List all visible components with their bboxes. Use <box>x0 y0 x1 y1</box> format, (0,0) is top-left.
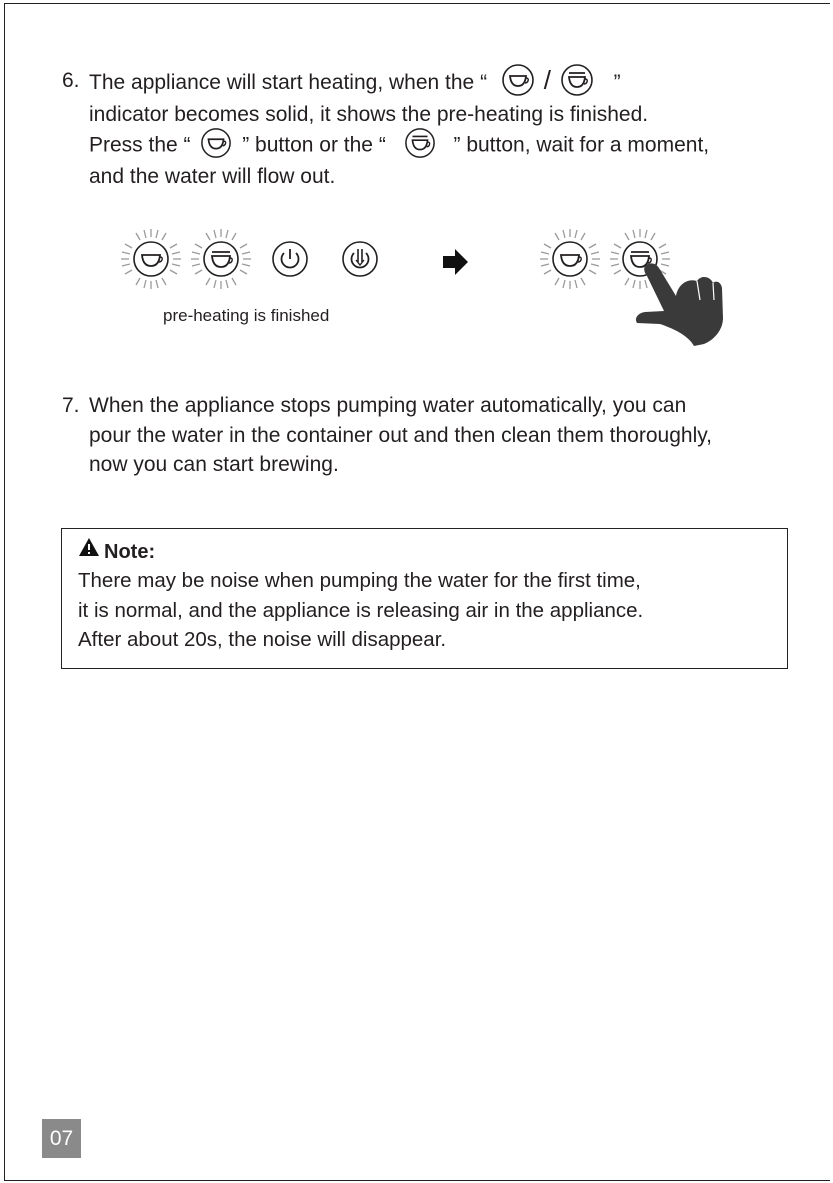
step-7 <box>62 391 822 481</box>
step-number: 7. <box>62 394 80 417</box>
note-title <box>78 539 155 566</box>
step-6-line-4: and the water will flow out. <box>89 164 336 188</box>
double-cup-icon <box>560 63 594 97</box>
double-cup-icon <box>404 127 436 159</box>
single-cup-icon <box>501 63 535 97</box>
note-line-2: it is normal, and the appliance is releasing air in the appliance. <box>78 598 644 622</box>
text: Press the “ <box>89 133 191 157</box>
step-7-line-3: now you can start brewing. <box>89 453 339 476</box>
note-title-text: Note: <box>104 541 156 563</box>
single-cup-icon <box>200 127 232 159</box>
text: ” <box>613 71 621 94</box>
note-body <box>78 566 643 655</box>
warning-icon <box>78 537 100 564</box>
step-6-line-1 <box>89 66 709 100</box>
text: ” button or the “ <box>242 133 386 157</box>
step-number: 6. <box>62 69 80 92</box>
text: The appliance will start heating, when the “ <box>89 71 488 94</box>
note-box <box>61 528 788 669</box>
diagram-caption: pre-heating is finished <box>163 306 330 325</box>
step-6 <box>62 66 822 186</box>
text: ” button, wait for a moment, <box>453 133 710 157</box>
step-6-line-3 <box>89 130 709 162</box>
slash-separator: / <box>543 65 551 95</box>
step-6-line-2: indicator becomes solid, it shows the pre-heating is finished. <box>89 103 649 127</box>
step-7-line-2: pour the water in the container out and then clean them thoroughly, <box>89 423 713 447</box>
step-7-line-1: When the appliance stops pumping water automatically, you can <box>89 394 687 417</box>
note-line-3: After about 20s, the noise will disappear. <box>78 628 447 651</box>
page-number: 07 <box>42 1119 81 1158</box>
note-line-1: There may be noise when pumping the water for the first time, <box>78 569 641 592</box>
